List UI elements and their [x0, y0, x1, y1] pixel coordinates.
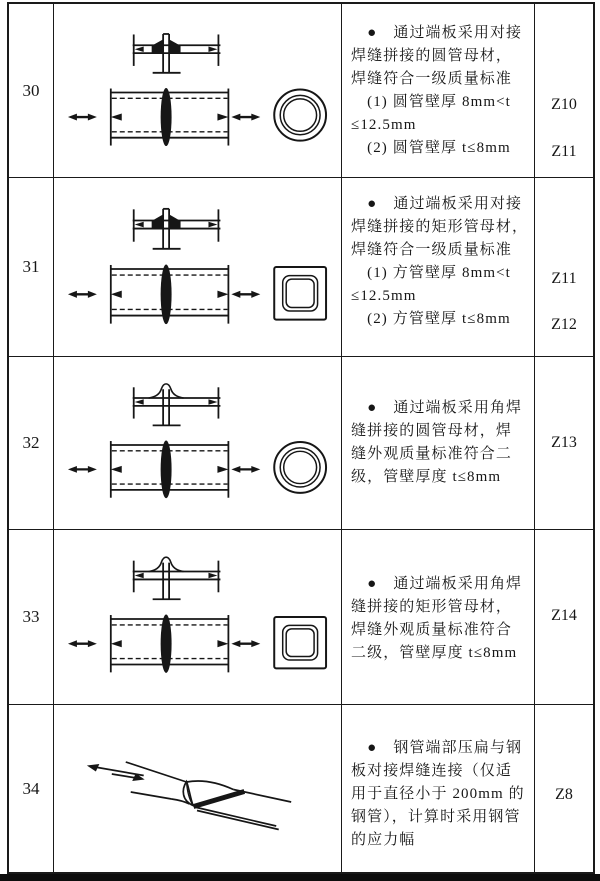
- category-code-cell: [535, 4, 593, 177]
- description-line: 焊缝拼接的矩形管母材，: [351, 219, 529, 235]
- tube-and-plate-outline: [92, 762, 291, 830]
- description-line: 钢管），计算时采用钢管: [351, 809, 521, 825]
- square-section-icon: [274, 617, 326, 668]
- category-code: Z14: [551, 607, 577, 624]
- description-line: 板对接焊缝连接（仅适: [351, 763, 513, 779]
- joint-diagram-cell: [54, 4, 342, 177]
- category-code: Z12: [551, 316, 577, 333]
- joint-diagram-cell: [54, 705, 342, 872]
- description-line: ● 通过端板采用对接: [351, 25, 523, 41]
- weld-detail-section: [133, 557, 221, 599]
- table-row-32: [9, 357, 593, 530]
- item-number-cell: [9, 530, 54, 704]
- item-number-cell: [9, 357, 54, 529]
- description-line: ● 通过端板采用对接: [351, 196, 523, 212]
- butt-weld-splice-rectangular-tube-diagram: [54, 178, 341, 356]
- description-line: (2) 圆管壁厚 t≤8mm: [351, 140, 511, 156]
- category-code: Z8: [555, 786, 573, 803]
- description-line: 用于直径小于 200mm 的: [351, 786, 525, 802]
- weld-fills-and-load-arrows: [68, 573, 260, 673]
- item-number: 34: [22, 778, 40, 798]
- item-number: 30: [22, 80, 40, 100]
- flattened-tube-end-to-plate-weld-diagram: [54, 705, 341, 872]
- weld-detail-section: [133, 34, 221, 73]
- description-cell: [342, 530, 535, 704]
- category-code: Z11: [551, 270, 577, 287]
- description-line: 的应力幅: [351, 832, 416, 848]
- description-line: 二级，管壁厚度 t≤8mm: [351, 645, 518, 661]
- description-cell: [342, 4, 535, 177]
- category-code-cell: [535, 178, 593, 356]
- description-line: ● 钢管端部压扁与钢: [351, 740, 523, 756]
- category-code: Z11: [551, 143, 577, 160]
- description-cell: [342, 357, 535, 529]
- description-line: 缝外观质量标准符合二: [351, 446, 513, 462]
- description-line: ≤12.5mm: [351, 288, 417, 304]
- weld-fills-and-load-arrows: [68, 399, 260, 498]
- description-line: 级，管壁厚度 t≤8mm: [351, 469, 502, 485]
- weld-seam: [194, 792, 245, 807]
- item-number-cell: [9, 4, 54, 177]
- table-row-30: [9, 4, 593, 178]
- item-number-cell: [9, 178, 54, 356]
- weld-detail-section: [133, 209, 221, 249]
- item-number: 33: [22, 607, 40, 626]
- weld-fills-and-load-arrows: [68, 39, 260, 146]
- axial-load-arrows: [87, 764, 145, 781]
- weld-detail-category-table: [7, 2, 595, 874]
- circular-section-icon: [274, 90, 326, 141]
- page-bottom-edge: [0, 874, 600, 881]
- fillet-weld-splice-circular-tube-diagram: [54, 357, 341, 529]
- category-code-cell: [535, 705, 593, 872]
- table-row-34: [9, 705, 593, 872]
- fillet-weld-splice-rectangular-tube-diagram: [54, 530, 341, 704]
- description-line: ● 通过端板采用角焊: [351, 576, 523, 592]
- weld-detail-section: [133, 384, 221, 426]
- circular-section-icon: [274, 442, 326, 493]
- joint-diagram-cell: [54, 357, 342, 529]
- joint-diagram-cell: [54, 178, 342, 356]
- description-line: 焊缝符合一级质量标准: [351, 242, 513, 258]
- description-line: ≤12.5mm: [351, 117, 417, 133]
- category-code: Z10: [551, 96, 577, 113]
- description-line: (1) 圆管壁厚 8mm<t: [351, 94, 511, 110]
- description-line: 焊缝外观质量标准符合: [351, 622, 513, 638]
- category-code-cell: [535, 357, 593, 529]
- description-cell: [342, 705, 535, 872]
- description-cell: [342, 178, 535, 356]
- description-line: ● 通过端板采用角焊: [351, 400, 523, 416]
- weld-fills-and-load-arrows: [68, 214, 260, 324]
- category-code-cell: [535, 530, 593, 704]
- description-line: (2) 方管壁厚 t≤8mm: [351, 311, 511, 327]
- square-section-icon: [274, 267, 326, 320]
- item-number: 31: [22, 257, 40, 276]
- description-line: 焊缝符合一级质量标准: [351, 71, 513, 87]
- item-number: 32: [22, 433, 40, 452]
- description-line: 焊缝拼接的圆管母材，: [351, 48, 513, 64]
- joint-diagram-cell: [54, 530, 342, 704]
- category-code: Z13: [551, 434, 577, 451]
- item-number-cell: [9, 705, 54, 872]
- butt-weld-splice-circular-tube-diagram: [54, 4, 341, 177]
- table-row-31: [9, 178, 593, 357]
- description-line: 缝拼接的圆管母材，焊: [351, 423, 513, 439]
- description-line: (1) 方管壁厚 8mm<t: [351, 265, 511, 281]
- description-line: 缝拼接的矩形管母材，: [351, 599, 513, 615]
- table-row-33: [9, 530, 593, 705]
